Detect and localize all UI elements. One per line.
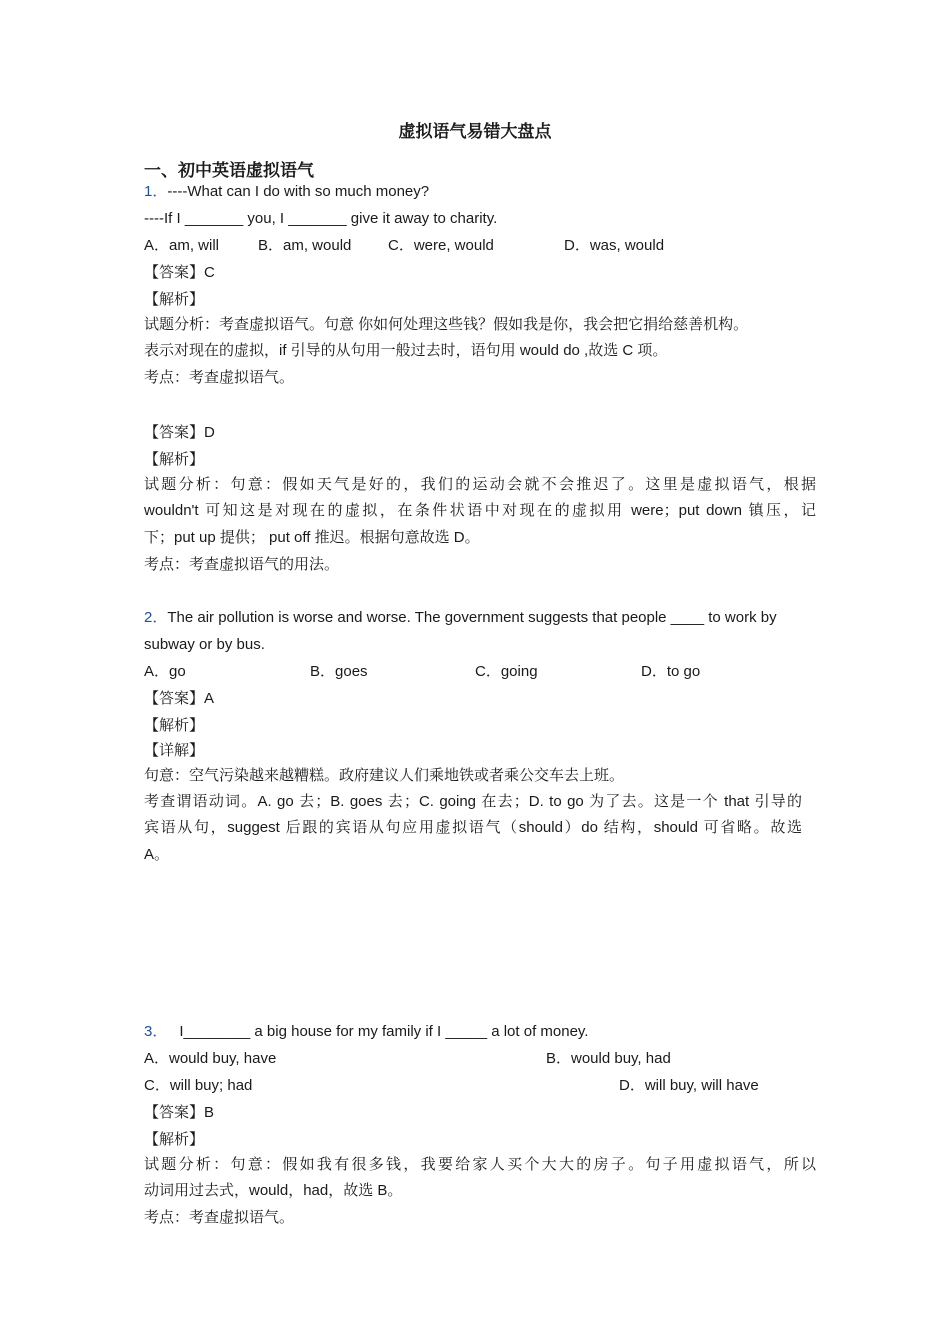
answer-label: 【答案】B <box>144 1104 215 1121</box>
option-c: C．going <box>475 663 538 680</box>
option-a: A．would buy, have <box>144 1050 277 1067</box>
question-text: ----If I _______ you, I _______ give it away to charity. <box>144 210 498 227</box>
analysis-label: 【解析】 <box>144 1131 205 1148</box>
detail-text: 考查谓语动词。A. go 去；B. goes 去；C. going 在去；D. to go 为了去。这是一个 that 引导的 <box>144 793 802 810</box>
detail-text: A。 <box>144 846 170 863</box>
knowledge-point: 考点：考查虚拟语气的用法。 <box>144 556 340 573</box>
option-d: D．to go <box>641 663 701 680</box>
question-2: 2．The air pollution is worse and worse. The government suggests that people ____ to work by <box>144 609 777 626</box>
option-c: C．will buy; had <box>144 1077 253 1094</box>
option-a: A．go <box>144 663 186 680</box>
analysis-label: 【解析】 <box>144 291 205 308</box>
knowledge-point: 考点：考查虚拟语气。 <box>144 1209 295 1226</box>
option-d: D．was, would <box>564 237 665 254</box>
analysis-text: 试题分析：句意：假如天气是好的，我们的运动会就不会推迟了。这里是虚拟语气，根据 <box>144 476 816 493</box>
question-number: 3． <box>144 1023 168 1040</box>
knowledge-point: 考点：考查虚拟语气。 <box>144 369 295 386</box>
section-heading: 一、初中英语虚拟语气 <box>144 161 314 180</box>
option-a: A．am, will <box>144 237 220 254</box>
analysis-text: 表示对现在的虚拟，if 引导的从句用一般过去时，语句用 would do ,故选 C 项。 <box>144 342 668 359</box>
option-c: C．were, would <box>388 237 494 254</box>
option-b: B．would buy, had <box>546 1050 671 1067</box>
answer-label: 【答案】A <box>144 690 215 707</box>
detail-text: 句意：空气污染越来越糟糕。政府建议人们乘地铁或者乘公交车去上班。 <box>144 767 625 784</box>
analysis-text: 动词用过去式，would，had，故选 B。 <box>144 1182 403 1199</box>
option-b: B．am, would <box>258 237 352 254</box>
analysis-text: 试题分析：句意：假如我有很多钱，我要给家人买个大大的房子。句子用虚拟语气，所以 <box>144 1156 816 1173</box>
answer-label: 【答案】D <box>144 424 215 441</box>
detail-label: 【详解】 <box>144 742 205 759</box>
detail-text: 宾语从句，suggest 后跟的宾语从句应用虚拟语气（should）do 结构，should 可省略。故选 <box>144 819 802 836</box>
question-3: 3． I________ a big house for my family if I _____ a lot of money. <box>144 1023 589 1040</box>
question-number: 1． <box>144 183 168 200</box>
question-1: 1．----What can I do with so much money? <box>144 183 430 200</box>
question-text: subway or by bus. <box>144 636 265 653</box>
analysis-label: 【解析】 <box>144 451 205 468</box>
page-title: 虚拟语气易错大盘点 <box>398 122 552 141</box>
analysis-text: wouldn't 可知这是对现在的虚拟，在条件状语中对现在的虚拟用 were；put down 镇压，记 <box>144 502 816 519</box>
analysis-label: 【解析】 <box>144 717 205 734</box>
option-b: B．goes <box>310 663 368 680</box>
option-d: D．will buy, will have <box>619 1077 759 1094</box>
answer-label: 【答案】C <box>144 264 215 281</box>
analysis-text: 试题分析：考查虚拟语气。句意 你如何处理这些钱？假如我是你，我会把它捐给慈善机构。 <box>144 316 749 333</box>
question-number: 2． <box>144 609 168 626</box>
analysis-text: 下；put up 提供； put off 推迟。根据句意故选 D。 <box>144 529 480 546</box>
